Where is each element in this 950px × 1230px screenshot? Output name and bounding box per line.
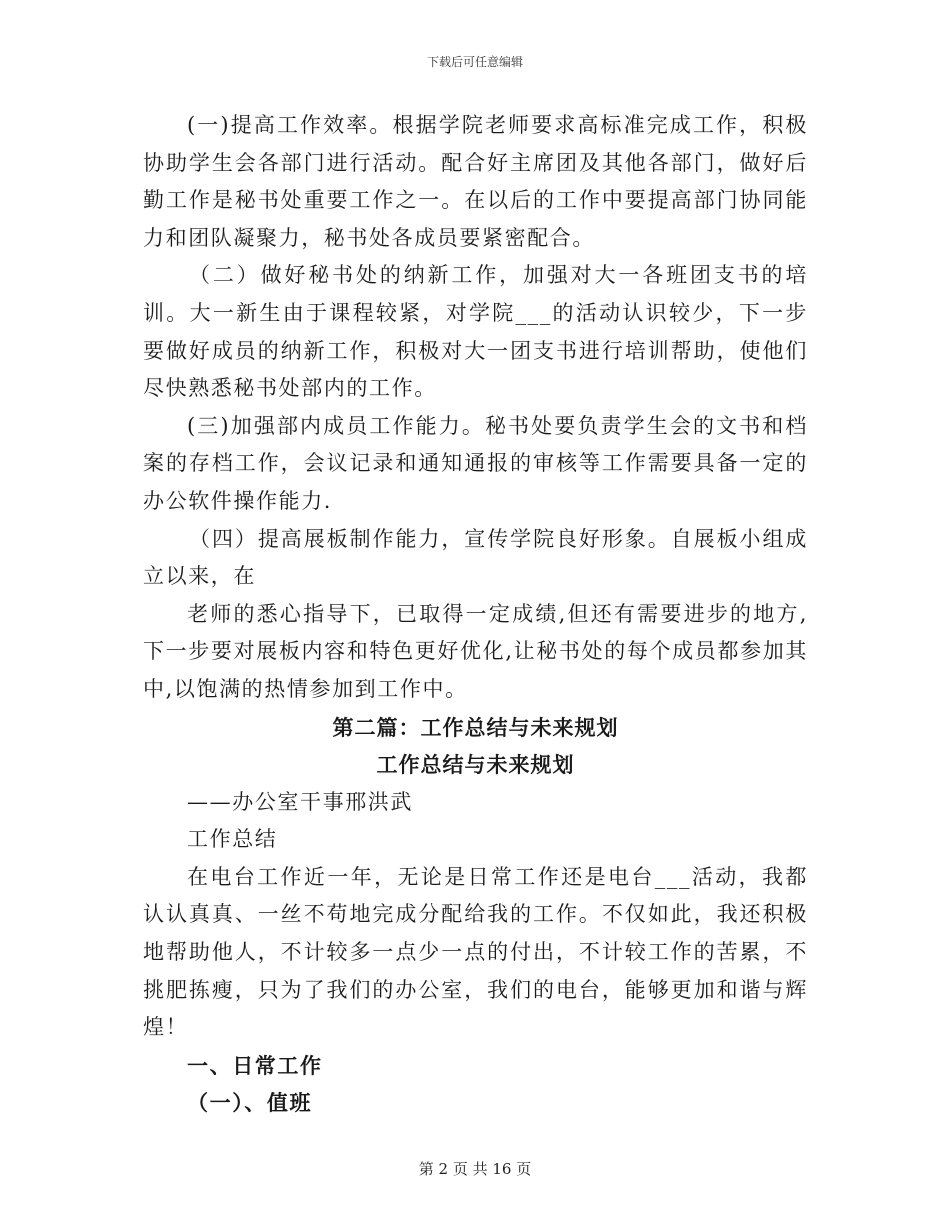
heading-daily-work: 一、日常工作: [187, 1052, 323, 1078]
paragraph-radio-work: 在电台工作近一年，无论是日常工作还是电台___活动，我都认认真真、一丝不苟地完成分配给我的工作。不仅如此，我还积极地帮助他人，不计较多一点少一点的付出，不计较工作的苦累，不挑肥拣瘦，只为了我们的办公室，我们的电台，能够更加和谐与辉煌！: [143, 864, 808, 1040]
document-title: 工作总结与未来规划: [376, 752, 575, 778]
paragraph-recruitment: （二）做好秘书处的纳新工作，加强对大一各班团支书的培训。大一新生由于课程较紧，对学院___的活动认识较少，下一步要做好成员的纳新工作，积极对大一团支书进行培训帮助，使他们尽快熟悉秘书处部内的工作。: [143, 263, 808, 401]
page-header: 下载后可任意编辑: [426, 55, 523, 69]
page-footer: 第 2 页 共 16 页: [418, 1160, 532, 1178]
heading-duty: （一）、值班: [187, 1090, 313, 1116]
paragraph-teacher-guidance: 老师的悉心指导下，已取得一定成绩,但还有需要进步的地方,下一步要对展板内容和特色更好优化,让秘书处的每个成员都参加其中,以饱满的热情参加到工作中。: [143, 601, 808, 701]
paragraph-display-board: （四）提高展板制作能力，宣传学院良好形象。自展板小组成立以来，在: [143, 526, 808, 589]
document-body: [143, 107, 808, 1122]
subheading-summary: 工作总结: [187, 827, 278, 852]
paragraph-member-ability: (三)加强部内成员工作能力。秘书处要负责学生会的文书和档案的存档工作，会议记录和通知通报的审核等工作需要具备一定的办公软件操作能力.: [143, 413, 808, 513]
paragraph-efficiency: (一)提高工作效率。根据学院老师要求高标准完成工作，积极协助学生会各部门进行活动。配合好主席团及其他各部门，做好后勤工作是秘书处重要工作之一。在以后的工作中要提高部门协同能力和团队凝聚力，秘书处各成员要紧密配合。: [143, 113, 808, 250]
author-line: ——办公室干事邢洪武: [187, 789, 413, 814]
section-title: 第二篇：工作总结与未来规划: [332, 714, 619, 740]
